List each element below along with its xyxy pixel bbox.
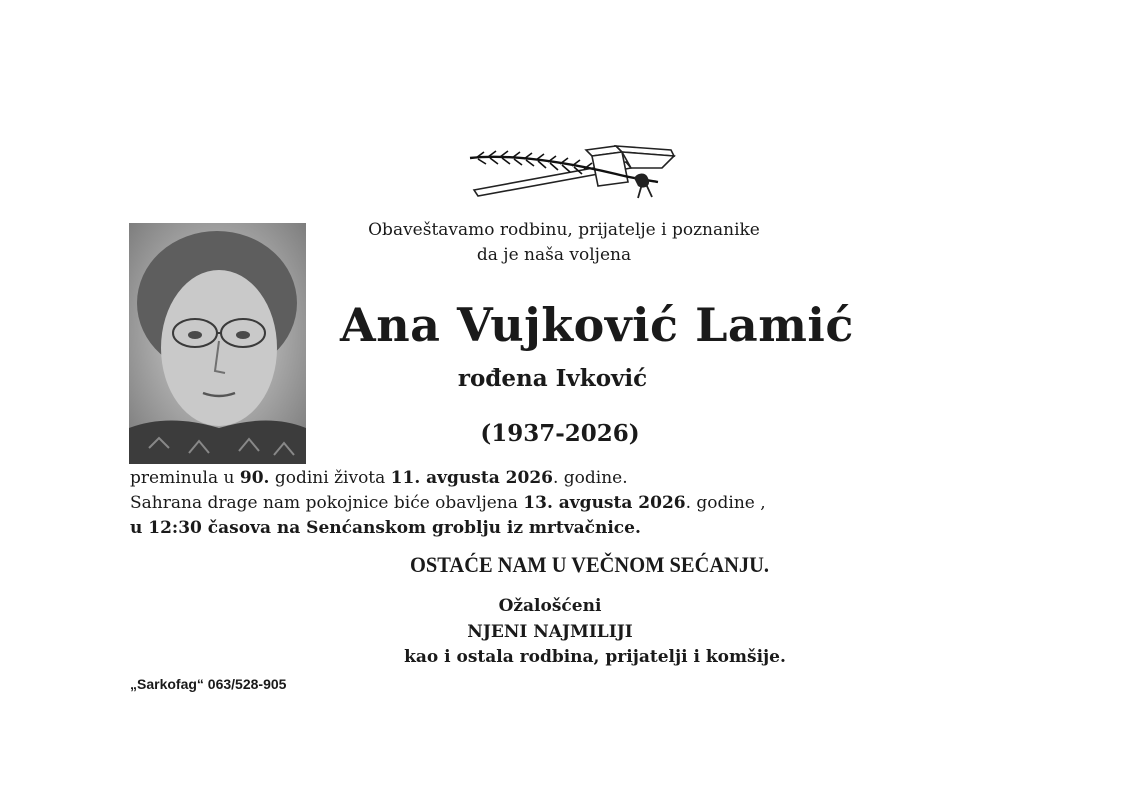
text-segment: . godine. [552,468,628,488]
death-details-line [130,466,628,491]
portrait-photo [129,223,306,464]
text-segment: preminula u [130,468,240,488]
text-segment: Sahrana drage nam pokojnice biće obavljena [130,493,524,513]
funeral-time-place: u 12:30 časova na Senćanskom groblju iz mrtvačnice. [130,518,641,538]
deceased-name: Ana Vujković Lamić [340,298,854,352]
signature-line-1: Ožalošćeni [498,596,602,616]
remembrance-line: OSTAĆE NAM U VEČNOM SEĆANJU. [410,552,770,577]
death-date: 11. avgusta 2026 [390,468,553,488]
cross-with-palm-icon [466,142,678,202]
signature-line-3: kao i ostala rodbina, prijatelji i komšije. [404,647,786,667]
maiden-name: rođena Ivković [457,365,648,392]
intro-line-1: Obaveštavamo rodbinu, prijatelje i poznanike [368,220,760,240]
signature-line-2: NJENI NAJMILIJI [467,622,633,642]
funeral-agency-contact: „Sarkofag“ 063/528-905 [130,676,287,692]
intro-line-2: da je naša voljena [476,245,632,265]
life-years: (1937-2026) [480,420,640,447]
text-segment: . godine , [685,493,766,513]
funeral-date: 13. avgusta 2026 [523,493,686,513]
age: 90. [239,468,270,488]
funeral-details-line [130,491,766,516]
text-segment: godini života [269,468,391,488]
